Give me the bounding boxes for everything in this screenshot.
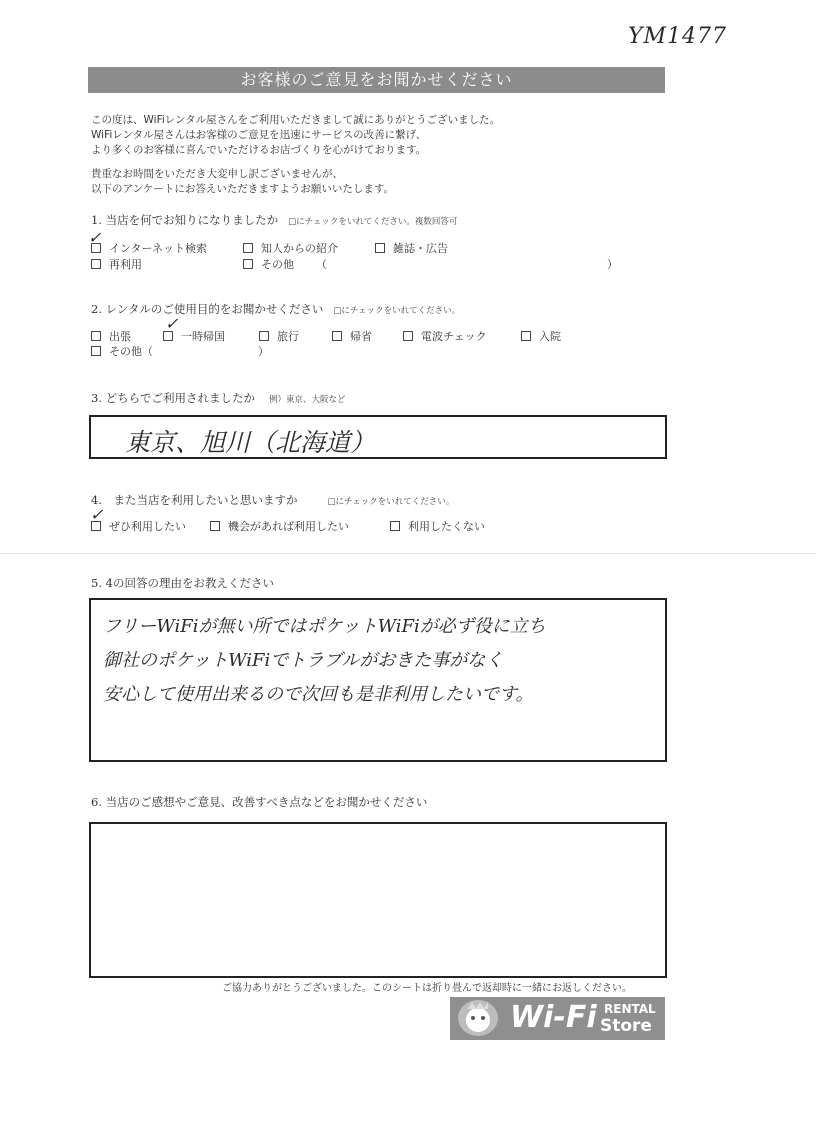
q5-label: 5. 4の回答の理由をお教えください	[91, 576, 274, 590]
checkbox[interactable]	[91, 331, 101, 341]
intro-line: より多くのお客様に喜んでいただけるお店づくりを心がけております。	[91, 144, 427, 156]
q4-text: 4. また当店を利用したいと思いますか	[91, 493, 298, 507]
option-label: 雑誌・広告	[393, 242, 448, 255]
option-label: 電波チェック	[421, 330, 487, 343]
mascot-icon	[458, 1000, 498, 1036]
checkbox[interactable]	[259, 331, 269, 341]
option-label: その他（	[109, 345, 153, 358]
option-label: 一時帰国	[181, 330, 225, 343]
intro-paragraph-1	[91, 113, 500, 158]
option-label: 利用したくない	[408, 520, 485, 533]
logo-store: Store	[600, 1016, 652, 1036]
intro-line: この度は、WiFiレンタル屋さんをご利用いただきまして誠にありがとうございました。	[91, 114, 501, 126]
q5-answer-box[interactable]	[89, 598, 667, 762]
option-label: 旅行	[277, 330, 299, 343]
checkbox[interactable]	[210, 521, 220, 531]
intro-line: 以下のアンケートにお答えいただきますようお願いいたします。	[91, 183, 395, 195]
q4-note: □にチェックをいれてください。	[327, 497, 455, 507]
intro-line: 貴重なお時間をいただき大変申し訳ございませんが、	[91, 168, 343, 180]
q2-option-homecoming[interactable]	[332, 328, 372, 344]
option-label: ぜひ利用したい	[109, 520, 186, 533]
q3-example: 例）東京、大阪など	[269, 395, 346, 405]
option-label: 帰省	[350, 330, 372, 343]
answer-line: フリーWiFiが無い所ではポケットWiFiが必ず役に立ち	[103, 616, 546, 637]
option-label: 機会があれば利用したい	[228, 520, 349, 533]
q1-text: 1. 当店を何でお知りになりましたか	[91, 213, 279, 227]
option-label: 再利用	[109, 258, 142, 271]
check-mark-q1: ✓	[88, 228, 102, 247]
q2-option-hospital[interactable]	[521, 328, 561, 344]
q2-option-signal-check[interactable]	[403, 328, 487, 344]
q1-other-close: ）	[607, 258, 618, 271]
q1-note: □にチェックをいれてください。複数回答可	[288, 217, 458, 227]
checkbox[interactable]	[91, 259, 101, 269]
option-label: 知人からの紹介	[261, 242, 338, 255]
check-mark-q2: ✓	[165, 314, 179, 333]
q6-label: 6. 当店のご感想やご意見、改善すべき点などをお聞かせください	[91, 795, 428, 809]
logo-wifi: Wi-Fi	[510, 1000, 597, 1035]
option-label: その他	[261, 258, 294, 271]
fold-line	[0, 553, 816, 554]
q5-answer	[103, 610, 546, 712]
q2-label	[91, 301, 460, 317]
checkbox[interactable]	[243, 243, 253, 253]
q2-option-travel[interactable]	[259, 328, 299, 344]
q1-option-friend[interactable]	[243, 240, 338, 256]
checkbox[interactable]	[375, 243, 385, 253]
q1-option-magazine[interactable]	[375, 240, 448, 256]
q4-label	[91, 492, 454, 508]
answer-line: 安心して使用出来るので次回も是非利用したいです。	[103, 684, 534, 705]
logo-rental: RENTAL	[604, 1002, 656, 1016]
checkbox[interactable]	[91, 346, 101, 356]
q1-option-other[interactable]	[243, 256, 294, 272]
checkbox[interactable]	[390, 521, 400, 531]
option-label: インターネット検索	[109, 242, 208, 255]
q3-label	[91, 390, 346, 406]
q2-note: □にチェックをいれてください。	[333, 306, 461, 316]
survey-title: お客様のご意見をお聞かせください	[88, 67, 665, 93]
q6-answer-box[interactable]	[89, 822, 667, 978]
intro-paragraph-2	[91, 167, 394, 197]
option-label: 入院	[539, 330, 561, 343]
q1-label	[91, 212, 457, 228]
check-mark-q4: ✓	[90, 505, 104, 524]
q2-text: 2. レンタルのご使用目的をお聞かせください	[91, 302, 324, 316]
checkbox[interactable]	[243, 259, 253, 269]
corner-id: YM1477	[628, 24, 728, 49]
option-label: 出張	[109, 330, 131, 343]
q1-other-open: （	[316, 258, 327, 271]
q3-answer: 東京、旭川（北海道）	[125, 428, 376, 457]
q2-option-business[interactable]	[91, 328, 131, 344]
answer-line: 御社のポケットWiFiでトラブルがおきた事がなく	[103, 650, 504, 671]
q4-option-maybe[interactable]	[210, 518, 349, 534]
q3-answer-box[interactable]	[89, 415, 667, 459]
checkbox[interactable]	[521, 331, 531, 341]
checkbox[interactable]	[332, 331, 342, 341]
checkbox[interactable]	[403, 331, 413, 341]
intro-line: WiFiレンタル屋さんはお客様のご意見を迅速にサービスの改善に繋げ、	[91, 129, 427, 141]
footer-note: ご協力ありがとうございました。このシートは折り畳んで返却時に一緒にお返しください。	[222, 983, 632, 994]
q4-option-definitely[interactable]	[91, 518, 186, 534]
q2-other-close: ）	[258, 345, 269, 358]
q4-option-no[interactable]	[390, 518, 485, 534]
q1-option-reuse[interactable]	[91, 256, 142, 272]
q3-text: 3. どちらでご利用されましたか	[91, 391, 256, 405]
q2-option-other[interactable]	[91, 343, 153, 359]
q1-option-internet[interactable]	[91, 240, 207, 256]
